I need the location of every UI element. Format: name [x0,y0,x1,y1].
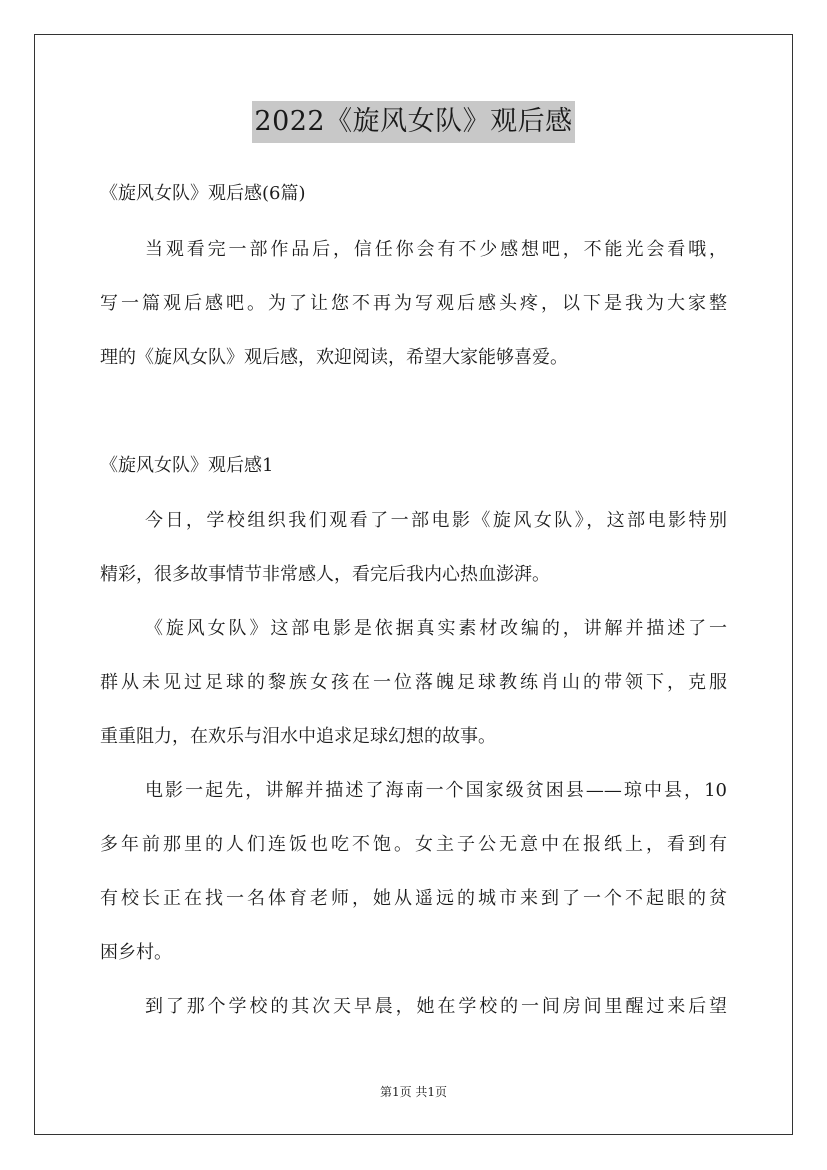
paragraph-line: 多年前那里的人们连饭也吃不饱。女主子公无意中在报纸上，看到有 [100,834,727,855]
paragraph-line: 今日，学校组织我们观看了一部电影《旋风女队》，这部电影特别 [145,510,727,531]
document-title: 2022《旋风女队》观后感 [252,101,574,143]
page-number-footer: 第1页 共1页 [379,1085,448,1099]
paragraph-line: 群从未见过足球的黎族女孩在一位落魄足球教练肖山的带领下，克服 [100,672,727,693]
paragraph-line: 电影一起先，讲解并描述了海南一个国家级贫困县——琼中县，10 [145,780,727,801]
paragraph-line: 有校长正在找一名体育老师，她从遥远的城市来到了一个不起眼的贫 [100,888,727,909]
section-heading: 《旋风女队》观后感1 [100,455,274,476]
paragraph-line: 困乡村。 [100,942,172,963]
paragraph-line: 到了那个学校的其次天早晨，她在学校的一间房间里醒过来后望 [145,996,727,1017]
title-container [0,101,827,143]
paragraph-line: 当观看完一部作品后，信任你会有不少感想吧，不能光会看哦， [145,239,727,260]
paragraph-line: 精彩，很多故事情节非常感人，看完后我内心热血澎湃。 [100,564,550,585]
paragraph-line: 重重阻力，在欢乐与泪水中追求足球幻想的故事。 [100,726,496,747]
paragraph-line: 理的《旋风女队》观后感，欢迎阅读，希望大家能够喜爱。 [100,347,568,368]
paragraph-line: 写一篇观后感吧。为了让您不再为写观后感头疼，以下是我为大家整 [100,293,727,314]
paragraph-line: 《旋风女队》这部电影是依据真实素材改编的，讲解并描述了一 [145,618,727,639]
subtitle-line: 《旋风女队》观后感(6篇) [100,183,306,204]
